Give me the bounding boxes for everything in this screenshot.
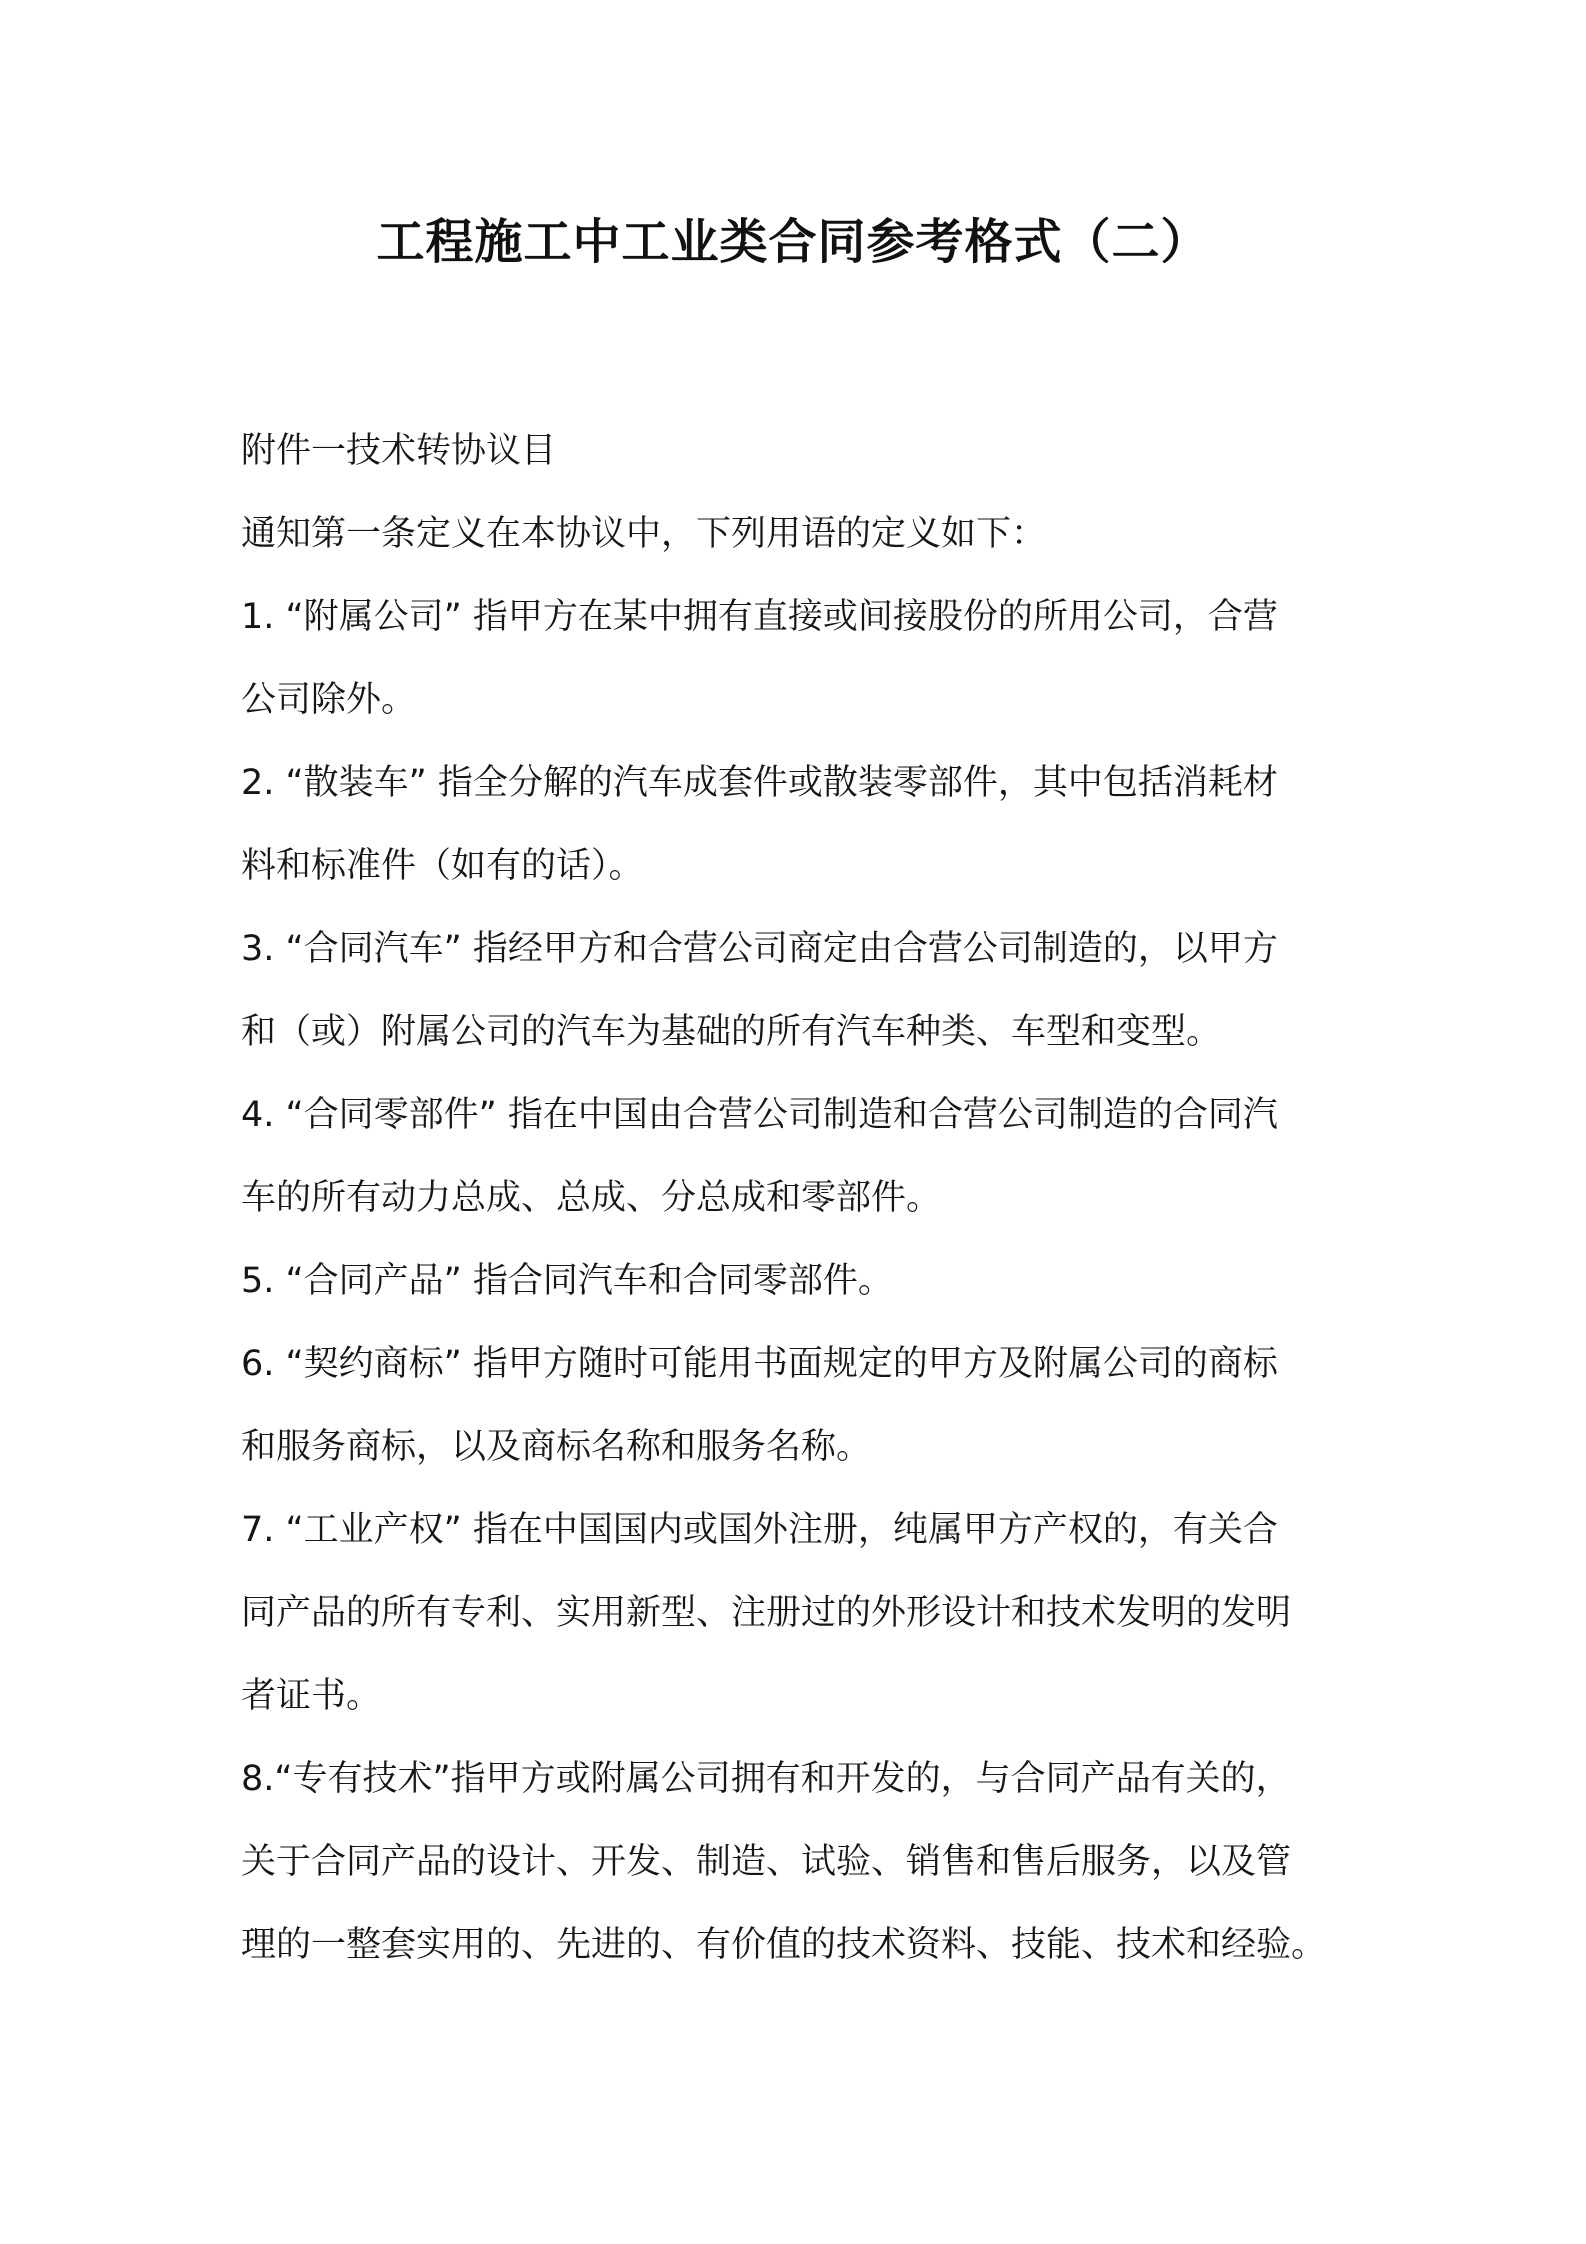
text-line-item-7-cont-2: 者证书。	[241, 1676, 382, 1716]
text-line-definitions-intro: 通知第一条定义在本协议中，下列用语的定义如下：	[241, 514, 1047, 554]
text-line-item-7-cont: 同产品的所有专利、实用新型、注册过的外形设计和技术发明的发明	[241, 1593, 1292, 1633]
text-line-item-6-cont: 和服务商标，以及商标名称和服务名称。	[241, 1427, 872, 1467]
text-line-item-5: 5. “合同产品” 指合同汽车和合同零部件。	[241, 1261, 893, 1301]
text-line-item-6: 6. “契约商标” 指甲方随时可能用书面规定的甲方及附属公司的商标	[241, 1344, 1278, 1384]
text-line-item-8: 8.“专有技术”指甲方或附属公司拥有和开发的，与合同产品有关的，	[241, 1759, 1291, 1799]
text-line-item-3: 3. “合同汽车” 指经甲方和合营公司商定由合营公司制造的，以甲方	[241, 929, 1278, 969]
text-line-item-8-cont: 关于合同产品的设计、开发、制造、试验、销售和售后服务，以及管	[241, 1842, 1292, 1882]
text-line-item-1-cont: 公司除外。	[241, 680, 417, 720]
text-line-item-2-cont: 料和标准件（如有的话）。	[241, 846, 644, 886]
text-line-item-3-cont: 和（或）附属公司的汽车为基础的所有汽车种类、车型和变型。	[241, 1012, 1222, 1052]
text-line-attachment-heading: 附件一技术转协议目	[241, 431, 557, 471]
text-line-item-2: 2. “散装车” 指全分解的汽车成套件或散装零部件，其中包括消耗材	[241, 763, 1278, 803]
text-line-item-4-cont: 车的所有动力总成、总成、分总成和零部件。	[241, 1178, 942, 1218]
document-title: 工程施工中工业类合同参考格式（二）	[376, 214, 1210, 270]
text-line-item-4: 4. “合同零部件” 指在中国由合营公司制造和合营公司制造的合同汽	[241, 1095, 1278, 1135]
text-line-item-7: 7. “工业产权” 指在中国国内或国外注册，纯属甲方产权的，有关合	[241, 1510, 1278, 1550]
text-line-item-8-cont-2: 理的一整套实用的、先进的、有价值的技术资料、技能、技术和经验。	[241, 1925, 1327, 1965]
document-body	[241, 410, 1361, 1987]
text-line-item-1: 1. “附属公司” 指甲方在某中拥有直接或间接股份的所用公司，合营	[241, 597, 1278, 637]
